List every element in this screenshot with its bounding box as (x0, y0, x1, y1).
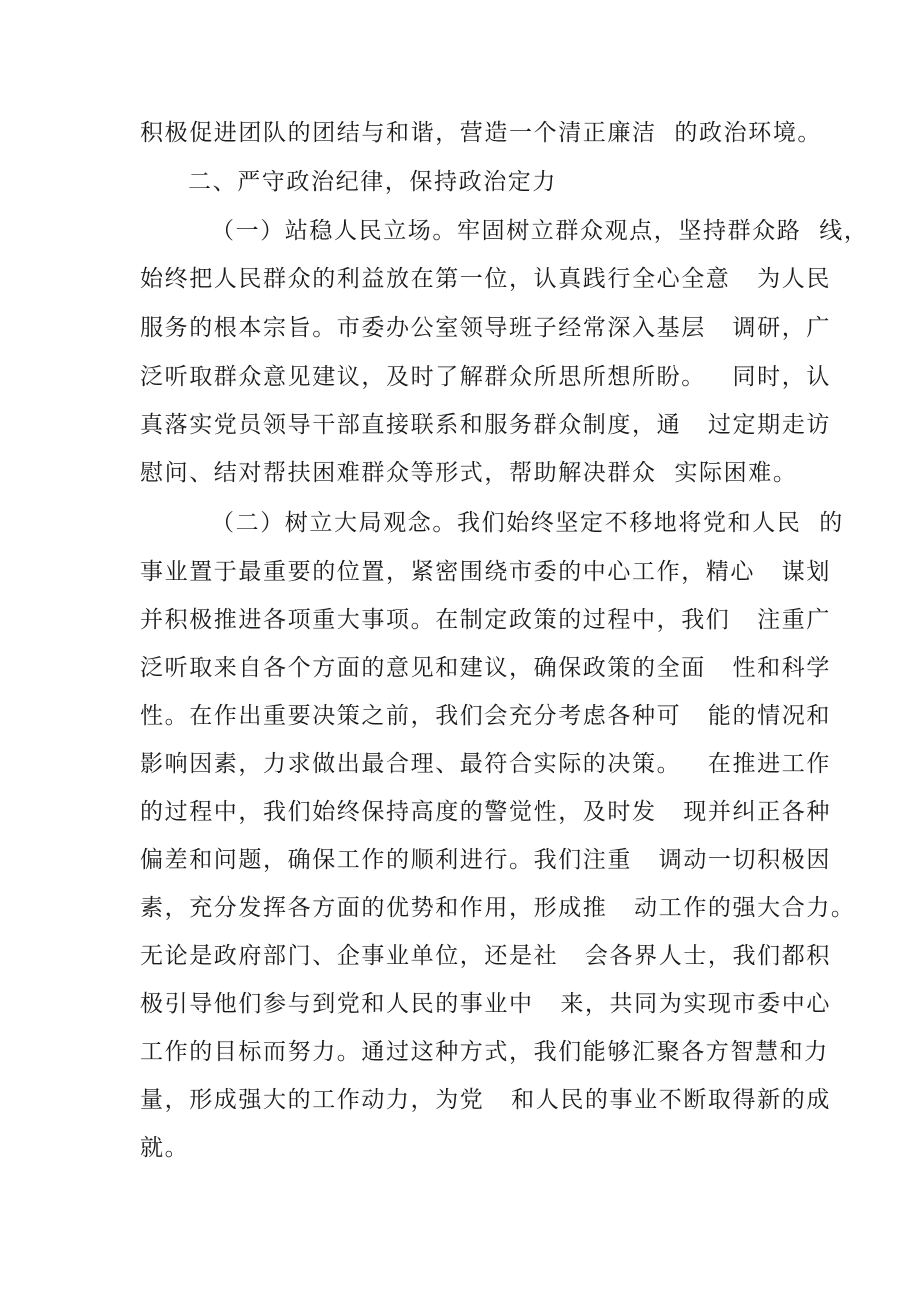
text-line: 泛听取群众意见建议，及时了解群众所思所想所盼。 同时，认 (140, 364, 831, 390)
text-line: 量，形成强大的工作动力，为党 和人民的事业不断取得新的成 (140, 1087, 831, 1113)
text-line: 泛听取来自各个方面的意见和建议，确保政策的全面 性和科学 (140, 655, 831, 681)
text-line: 素，充分发挥各方面的优势和作用，形成推 动工作的强大合力。 (140, 895, 856, 921)
text-line: 工作的目标而努力。通过这种方式，我们能够汇聚各方智慧和力 (140, 1039, 829, 1065)
text-line: 偏差和问题，确保工作的顺利进行。我们注重 调动一切积极因 (140, 847, 831, 873)
section-heading: 二、严守政治纪律，保持政治定力 (188, 169, 557, 195)
text-line: 就。 (140, 1135, 190, 1161)
text-line: 无论是政府部门、企事业单位，还是社 会各界人士，我们都积 (140, 943, 831, 969)
text-line: 事业置于最重要的位置，紧密围绕市委的中心工作，精心 谋划 (140, 559, 831, 585)
text-line: 服务的根本宗旨。市委办公室领导班子经常深入基层 调研，广 (140, 315, 831, 341)
text-line: 始终把人民群众的利益放在第一位，认真践行全心全意 为人民 (140, 266, 831, 292)
text-line: 并积极推进各项重大事项。在制定政策的过程中，我们 注重广 (140, 607, 831, 633)
text-line: （二）树立大局观念。我们始终坚定不移地将党和人民 的 (211, 510, 844, 536)
text-line: 影响因素，力求做出最合理、最符合实际的决策。 在推进工作 (140, 751, 831, 777)
text-line: 性。在作出重要决策之前，我们会充分考虑各种可 能的情况和 (140, 703, 831, 729)
text-line: 的过程中，我们始终保持高度的警觉性，及时发 现并纠正各种 (140, 799, 831, 825)
text-line: （一）站稳人民立场。牢固树立群众观点，坚持群众路 线， (211, 218, 869, 244)
text-line: 极引导他们参与到党和人民的事业中 来，共同为实现市委中心 (140, 991, 831, 1017)
text-line: 慰问、结对帮扶困难群众等形式，帮助解决群众 实际困难。 (140, 460, 798, 486)
text-line: 真落实党员领导干部直接联系和服务群众制度，通 过定期走访 (140, 412, 831, 438)
text-line: 积极促进团队的团结与和谐，营造一个清正廉洁 的政治环境。 (140, 120, 823, 146)
